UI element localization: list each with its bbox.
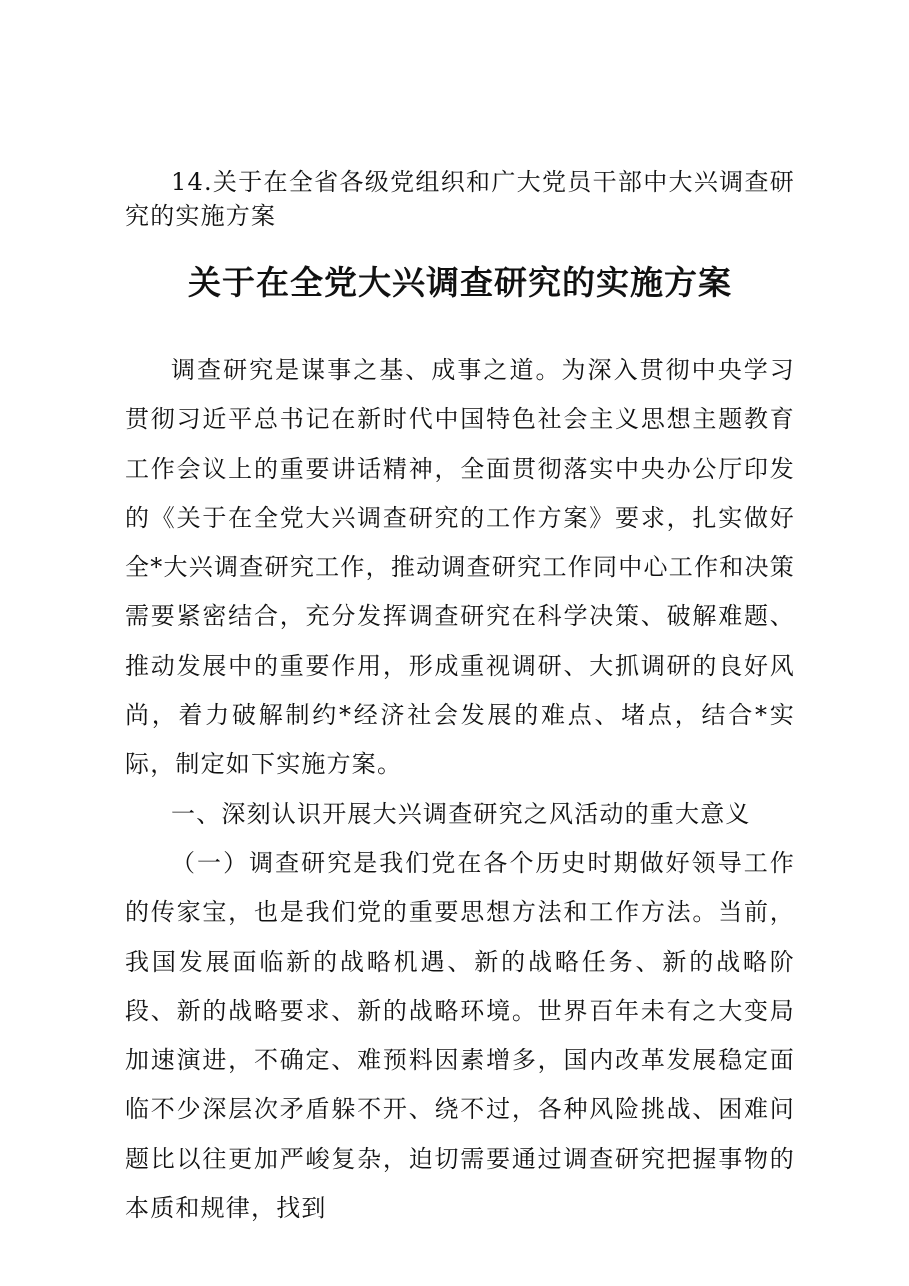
section-heading: 一、深刻认识开展大兴调查研究之风活动的重大意义 bbox=[171, 799, 751, 828]
document-title: 关于在全党大兴调查研究的实施方案 bbox=[188, 263, 732, 302]
intro-paragraph: 调查研究是谋事之基、成事之道。为深入贯彻中央学习贯彻习近平总书记在新时代中国特色社会主义思想主题教育工作会议上的重要讲话精神，全面贯彻落实中央办公厅印发的《关于在全党大兴调查研究的工作方案》要求，扎实做好全*大兴调查研究工作，推动调查研究工作同中心工作和决策需要紧密结合，充分发挥调查研究在科学决策、破解难题、推动发展中的重要作用，形成重视调研、大抓调研的良好风尚，着力破解制约*经济社会发展的难点、堵点，结合*实际，制定如下实施方案。 bbox=[125, 356, 795, 779]
reference-heading: 14.关于在全省各级党组织和广大党员干部中大兴调查研究的实施方案 bbox=[125, 168, 795, 230]
document-body bbox=[125, 346, 795, 1233]
subsection-paragraph: （一）调查研究是我们党在各个历史时期做好领导工作的传家宝，也是我们党的重要思想方法和工作方法。当前，我国发展面临新的战略机遇、新的战略任务、新的战略阶段、新的战略要求、新的战略环境。世界百年未有之大变局加速演进，不确定、难预料因素增多，国内改革发展稳定面临不少深层次矛盾躲不开、绕不过，各种风险挑战、困难问题比以往更加严峻复杂，迫切需要通过调查研究把握事物的本质和规律，找到 bbox=[125, 848, 795, 1223]
